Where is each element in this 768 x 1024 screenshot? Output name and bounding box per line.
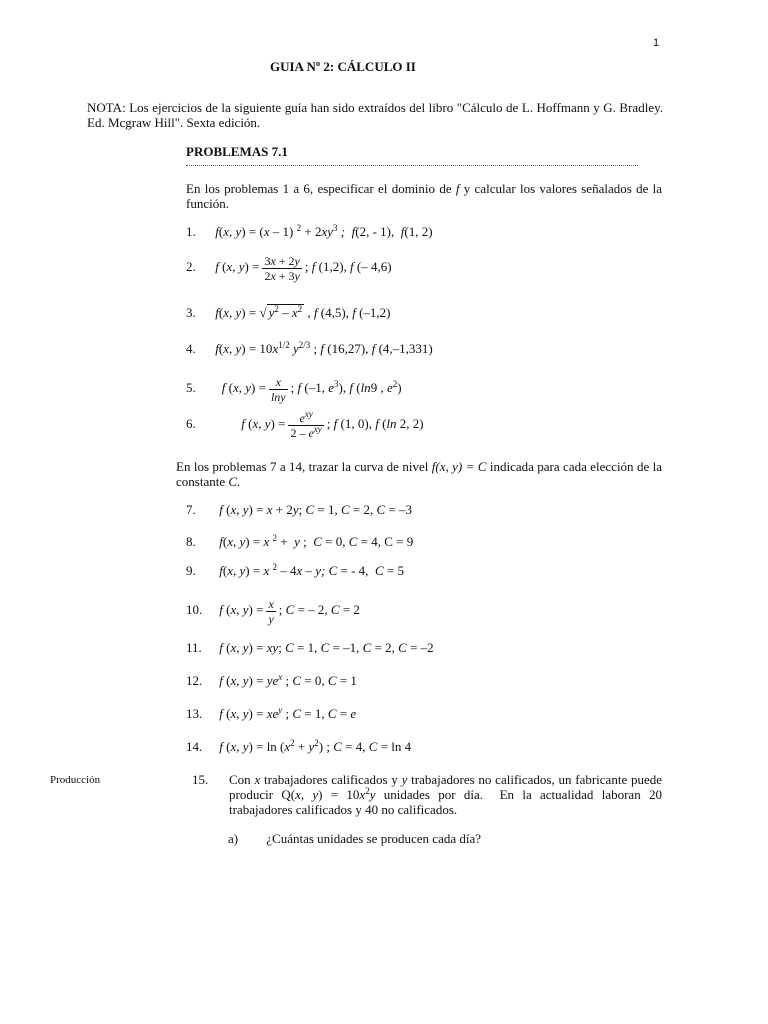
problem-1	[186, 224, 433, 239]
problem-7	[186, 502, 412, 517]
problem-formula: f (x, $y) = \ln (x^2 + y^2)$ ; C = 4, C = ln 4	[219, 738, 412, 754]
subquestion-text: ¿Cuántas unidades se producen cada día?	[266, 831, 482, 846]
subquestion-label: a)	[228, 831, 239, 846]
dotted-divider	[186, 159, 638, 166]
problem-number: 3.	[186, 305, 196, 320]
problem-number: 6.	[186, 416, 196, 432]
problem-15-part-a	[228, 831, 481, 846]
problem-formula: f (x, y) = $\frac{x}{\ln y}$ ; f (–1, $e^3$), f (ln9 , $e^2$)	[221, 375, 402, 404]
problem-6	[186, 411, 424, 440]
page-number: 1	[653, 37, 660, 49]
problem-formula: f (x, y) = $\frac{x}{y}$ ; C = – 2, C = 2	[219, 597, 360, 626]
problem-number: 15.	[192, 772, 209, 787]
problem-formula: f(x, $y) = 10x^{1/2}$ $y^{2/3}$ ; f (16,27), f (4,–1,331)	[215, 340, 433, 356]
problem-11	[186, 640, 434, 655]
problem-10	[186, 597, 360, 626]
problem-number: 13.	[186, 706, 203, 721]
problem-formula: f (x, y) = $\frac{3x + 2y}{2x + 3y}$ ; f (1,2), f (– 4,6)	[215, 254, 392, 283]
intro-problems-1-6: En los problemas 1 a 6, especificar el dominio de f y calcular los valores señalados de la función.	[186, 181, 662, 211]
problem-number: 1.	[186, 224, 196, 239]
problem-formula: f(x, y) = x $^2$ – 4x – y; C = - 4, C = 5	[219, 562, 404, 578]
problem-8	[186, 534, 413, 549]
problem-number: 2.	[186, 259, 196, 275]
problem-3	[186, 305, 390, 320]
problem-14	[186, 739, 411, 754]
problem-number: 14.	[186, 739, 203, 754]
problem-2	[186, 254, 392, 283]
problem-4	[186, 341, 433, 356]
problem-13	[186, 706, 356, 721]
problem-formula: f(x, y) = x $^2$ + y ; C = 0, C = 4, C = 9	[219, 533, 414, 549]
problem-9	[186, 563, 404, 578]
problem-5	[186, 375, 402, 404]
problem-number: 11.	[186, 640, 202, 655]
problem-formula: f (x, $y) = ye^x$ ; C = 0, C = 1	[219, 672, 357, 688]
margin-label: Producción	[50, 774, 101, 786]
problem-12	[186, 673, 357, 688]
problem-number: 5.	[186, 380, 196, 396]
problem-number: 10.	[186, 602, 203, 618]
page-title: GUIA Nº 2: CÁLCULO II	[270, 59, 416, 74]
problem-formula: f (x, y) = xy; C = 1, C = –1, C = 2, C = –2	[219, 640, 434, 655]
problem-number: 7.	[186, 502, 196, 517]
problem-formula: f (x, y) = $\frac{e^{xy}}{2 - e^{xy}}$ ; f (1, 0), f (ln 2, 2)	[241, 409, 424, 440]
note-paragraph: NOTA: Los ejercicios de la siguiente guía han sido extraídos del libro "Cálculo de L. Hoffmann y G. Bradley. Ed. Mcgraw Hill". Sexta edición.	[87, 100, 663, 130]
problem-number: 4.	[186, 341, 196, 356]
problem-number: 8.	[186, 534, 196, 549]
problem-number: 9.	[186, 563, 196, 578]
section-title: PROBLEMAS 7.1	[186, 144, 288, 159]
problem-15	[192, 772, 662, 820]
intro-problems-7-14: En los problemas 7 a 14, trazar la curva de nivel f(x, y) = C indicada para cada elección de la constante C.	[176, 459, 662, 489]
problem-formula: f (x, y) = x + 2y; C = 1, C = 2, C = –3	[219, 502, 413, 517]
problem-formula: f(x, y) = (x – 1) $^2 + 2xy^3$ ; f(2, - 1), f(1, 2)	[215, 223, 433, 239]
problem-formula: f (x, $y) = xe^y$ ; C = 1, C = e	[219, 705, 357, 721]
problem-15-text: Con x trabajadores calificados y y trabajadores no calificados, un fabricante puede producir Q(x, $y) = 10x^2y$ unidades por día. En la actualidad laboran 20 trabajadores calificados y 40 no calificados.	[229, 772, 663, 817]
problem-number: 12.	[186, 673, 203, 688]
problem-formula: f(x, y) = √ $y^2 - x^2$ , f (4,5), f (–1,2)	[215, 304, 391, 320]
